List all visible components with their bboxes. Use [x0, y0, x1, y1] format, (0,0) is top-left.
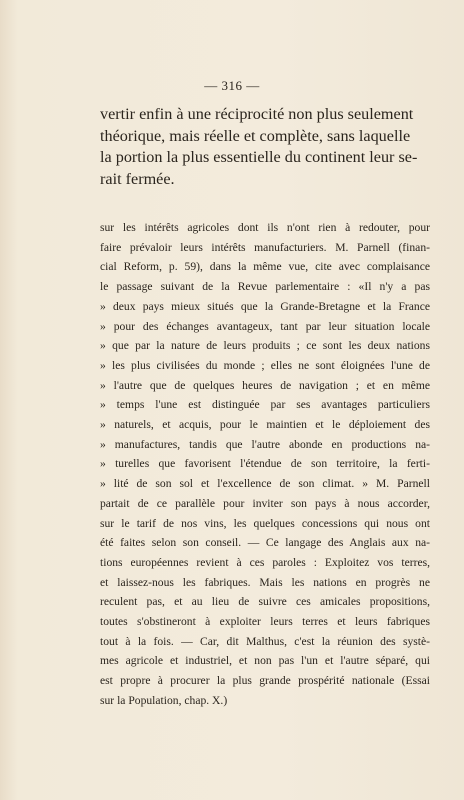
footnote-line: toutes s'obstineront à exploiter leurs terres et leurs fabriques: [100, 615, 430, 629]
footnote-line: été faites selon son conseil. — Ce langage des Anglais aux na-: [100, 536, 430, 550]
footnote-line: » manufactures, tandis que l'autre abonde en productions na-: [100, 437, 430, 451]
footnote-line: reculent pas, et au lieu de suivre ces amicales propositions,: [100, 595, 430, 609]
footnote-block: [100, 218, 430, 711]
footnote-line: partait de ce parallèle pour inviter son pays à nous accorder,: [100, 496, 430, 510]
footnote-line: » deux pays mieux situés que la Grande-Bretagne et la France: [100, 299, 430, 313]
footnote-line: » turelles que favorisent l'étendue de son territoire, la ferti-: [100, 457, 430, 471]
footnote-line: sur le tarif de nos vins, les quelques concessions qui nous ont: [100, 516, 430, 530]
footnote-line: » temps l'une est distinguée par ses avantages particuliers: [100, 398, 430, 412]
footnote-line: tions européennes revient à ces paroles : Exploitez vos terres,: [100, 555, 430, 569]
footnote-line: sur les intérêts agricoles dont ils n'ont rien à redouter, pour: [100, 221, 430, 234]
footnote-line: » l'autre que de quelques heures de navigation ; et en même: [100, 378, 430, 392]
footnote-line: faire prévaloir leurs intérêts manufacturiers. M. Parnell (finan-: [100, 240, 430, 254]
footnote-line: mes agricole et industriel, et non pas l'un et l'autre séparé, qui: [100, 654, 430, 668]
footnote-line: le passage suivant de la Revue parlementaire : «Il n'y a pas: [100, 280, 430, 294]
footnote-line: cial Reform, p. 59), dans la même vue, cite avec complaisance: [100, 260, 430, 274]
main-text-line: théorique, mais réelle et complète, sans laquelle: [100, 126, 411, 145]
main-text-line: la portion la plus essentielle du continent leur se-: [100, 148, 418, 166]
footnote-line: » lité de son sol et l'excellence de son climat. » M. Parnell: [100, 477, 430, 491]
footnote-line: » les plus civilisées du monde ; elles ne sont éloignées l'une de: [100, 358, 430, 372]
main-text-line: vertir enfin à une réciprocité non plus seulement: [100, 105, 414, 123]
footnote-line: et laissez-nous les fabriques. Mais les nations en progrès ne: [100, 575, 430, 589]
footnote-line: sur la Population, chap. X.): [100, 693, 228, 707]
main-text-passage: [100, 104, 430, 190]
footnote-line: » pour des échanges avantageux, tant par leur situation locale: [100, 319, 430, 333]
page-number: — 316 —: [204, 78, 260, 93]
footnote-line: est propre à procurer la plus grande prospérité nationale (Essai: [100, 674, 430, 688]
main-text-line: rait fermée.: [100, 169, 175, 188]
footnote-line: tout à la fois. — Car, dit Malthus, c'est la réunion des systè-: [100, 634, 430, 648]
footnote-line: » naturels, et acquis, pour le maintien et le déploiement des: [100, 418, 430, 432]
footnote-line: » que par la nature de leurs produits ; ce sont les deux nations: [100, 339, 430, 353]
